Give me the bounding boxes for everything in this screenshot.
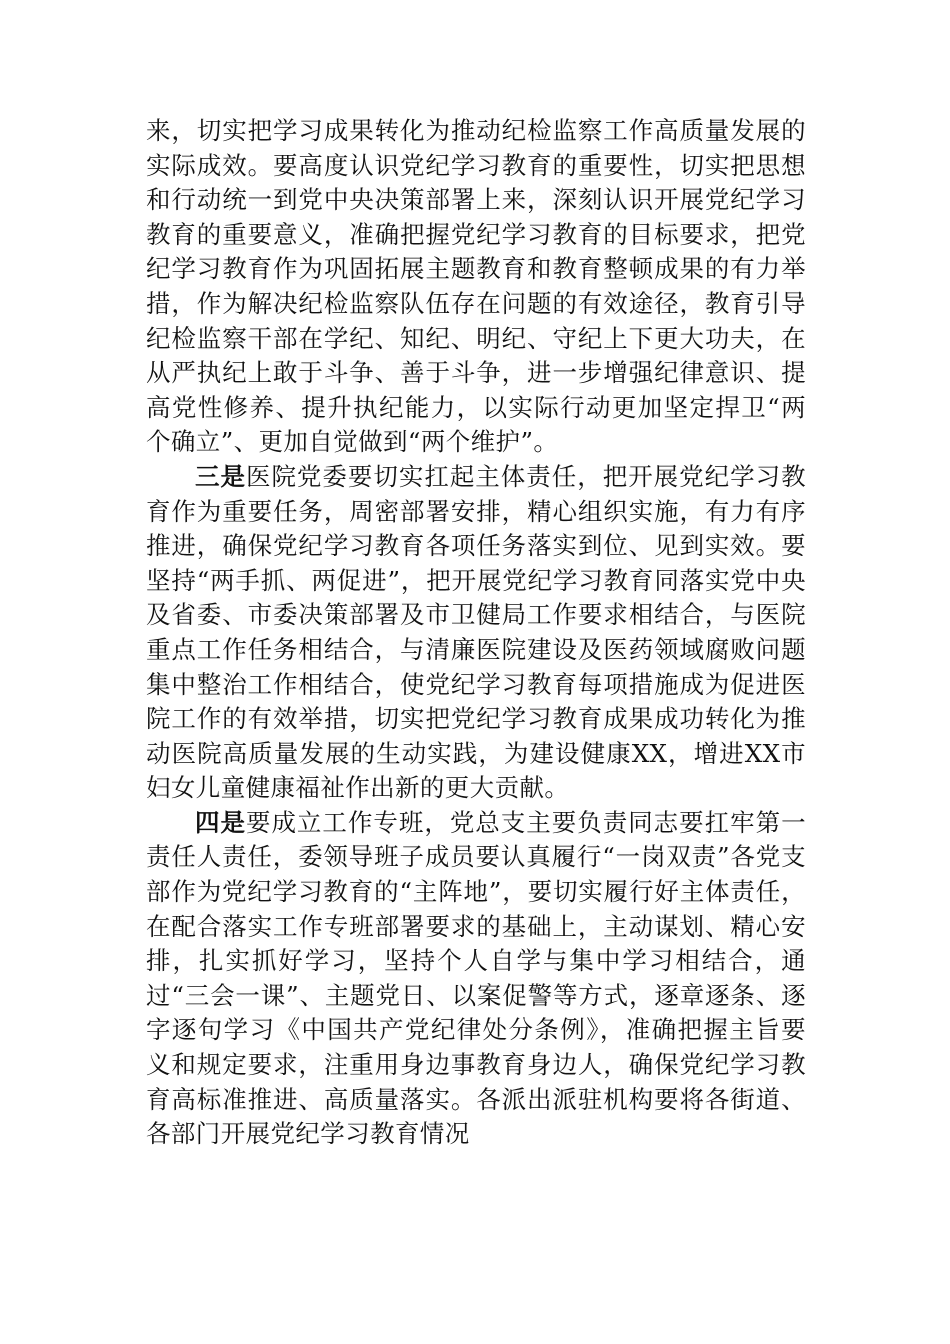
paragraph-point-four	[146, 806, 806, 1152]
document-page	[146, 114, 806, 1152]
paragraph-point-three	[146, 460, 806, 806]
paragraph-lead: 三是	[195, 461, 246, 491]
paragraph-text: 要成立工作专班，党总支主要负责同志要扛牢第一责任人责任，委领导班子成员要认真履行“一岗双责”各党支部作为党纪学习教育的“主阵地”，要切实履行好主体责任，在配合落实工作专班部署要求的基础上，主动谋划、精心安排，扎实抓好学习，坚持个人自学与集中学习相结合，通过“三会一课”、主题党日、以案促警等方式，逐章逐条、逐字逐句学习《中国共产党纪律处分条例》，准确把握主旨要义和规定要求，注重用身边事教育身边人，确保党纪学习教育高标准推进、高质量落实。各派出派驻机构要将各街道、各部门开展党纪学习教育情况	[146, 807, 806, 1149]
paragraph-lead: 四是	[195, 807, 246, 837]
paragraph-text: 来，切实把学习成果转化为推动纪检监察工作高质量发展的实际成效。要高度认识党纪学习教育的重要性，切实把思想和行动统一到党中央决策部署上来，深刻认识开展党纪学习教育的重要意义，准确把握党纪学习教育的目标要求，把党纪学习教育作为巩固拓展主题教育和教育整顿成果的有力举措，作为解决纪检监察队伍存在问题的有效途径，教育引导纪检监察干部在学纪、知纪、明纪、守纪上下更大功夫，在从严执纪上敢于斗争、善于斗争，进一步增强纪律意识、提高党性修养、提升执纪能力，以实际行动更加坚定捍卫“两个确立”、更加自觉做到“两个维护”。	[146, 116, 806, 457]
paragraph-continuation	[146, 114, 806, 460]
paragraph-text: 医院党委要切实扛起主体责任，把开展党纪学习教育作为重要任务，周密部署安排，精心组织实施，有力有序推进，确保党纪学习教育各项任务落实到位、见到实效。要坚持“两手抓、两促进”，把开展党纪学习教育同落实党中央及省委、市委决策部署及市卫健局工作要求相结合，与医院重点工作任务相结合，与清廉医院建设及医药领域腐败问题集中整治工作相结合，使党纪学习教育每项措施成为促进医院工作的有效举措，切实把党纪学习教育成果成功转化为推动医院高质量发展的生动实践，为建设健康XX，增进XX市妇女儿童健康福祉作出新的更大贡献。	[146, 461, 806, 803]
